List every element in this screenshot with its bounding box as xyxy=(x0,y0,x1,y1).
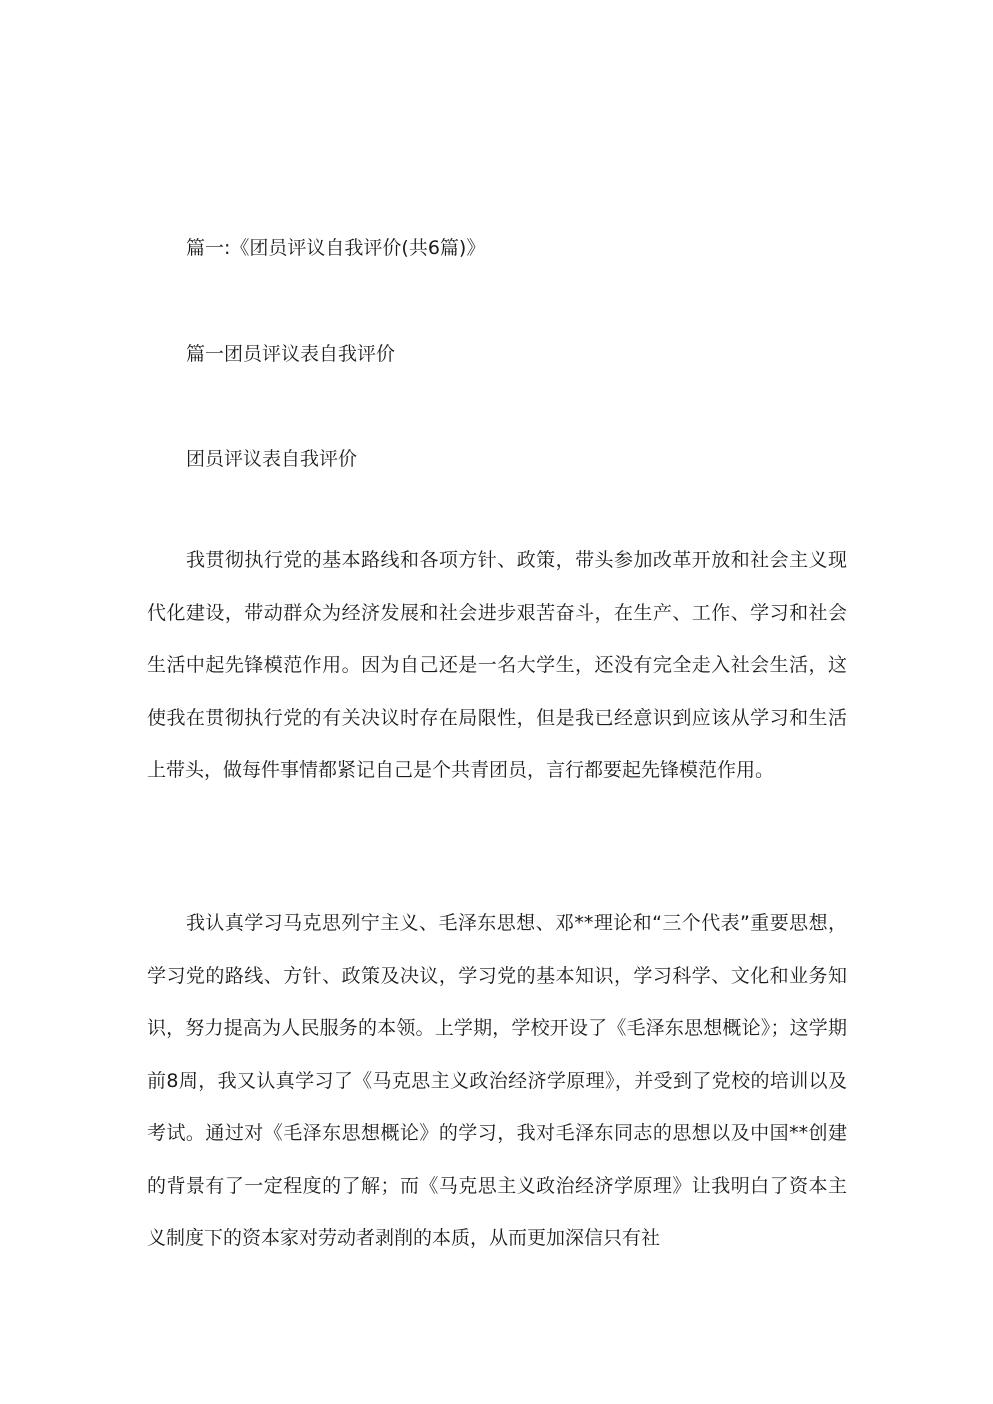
main-heading: 篇一:《团员评议自我评价(共6篇)》 xyxy=(186,237,486,259)
paragraph-1: 我贯彻执行党的基本路线和各项方针、政策，带头参加改革开放和社会主义现代化建设，带动群众为经济发展和社会进步艰苦奋斗，在生产、工作、学习和社会生活中起先锋模范作用。因为自己还是一名大学生，还没有完全走入社会生活，这使我在贯彻执行党的有关决议时存在局限性，但是我已经意识到应该从学习和生活上带头，做每件事情都紧记自己是个共青团员，言行都要起先锋模范作用。 xyxy=(147,549,847,781)
paragraph-2: 我认真学习马克思列宁主义、毛泽东思想、邓**理论和“三个代表”重要思想，学习党的路线、方针、政策及决议，学习党的基本知识，学习科学、文化和业务知识，努力提高为人民服务的本领。上学期，学校开设了《毛泽东思想概论》；这学期前8周，我又认真学习了《马克思主义政治经济学原理》，并受到了党校的培训以及考试。通过对《毛泽东思想概论》的学习，我对毛泽东同志的思想以及中国**创建的背景有了一定程度的了解；而《马克思主义政治经济学原理》让我明白了资本主义制度下的资本家对劳动者剥削的本质，从而更加深信只有社 xyxy=(147,912,847,1249)
section-heading: 篇一团员评议表自我评价 xyxy=(186,343,396,365)
section-title: 团员评议表自我评价 xyxy=(186,448,358,470)
